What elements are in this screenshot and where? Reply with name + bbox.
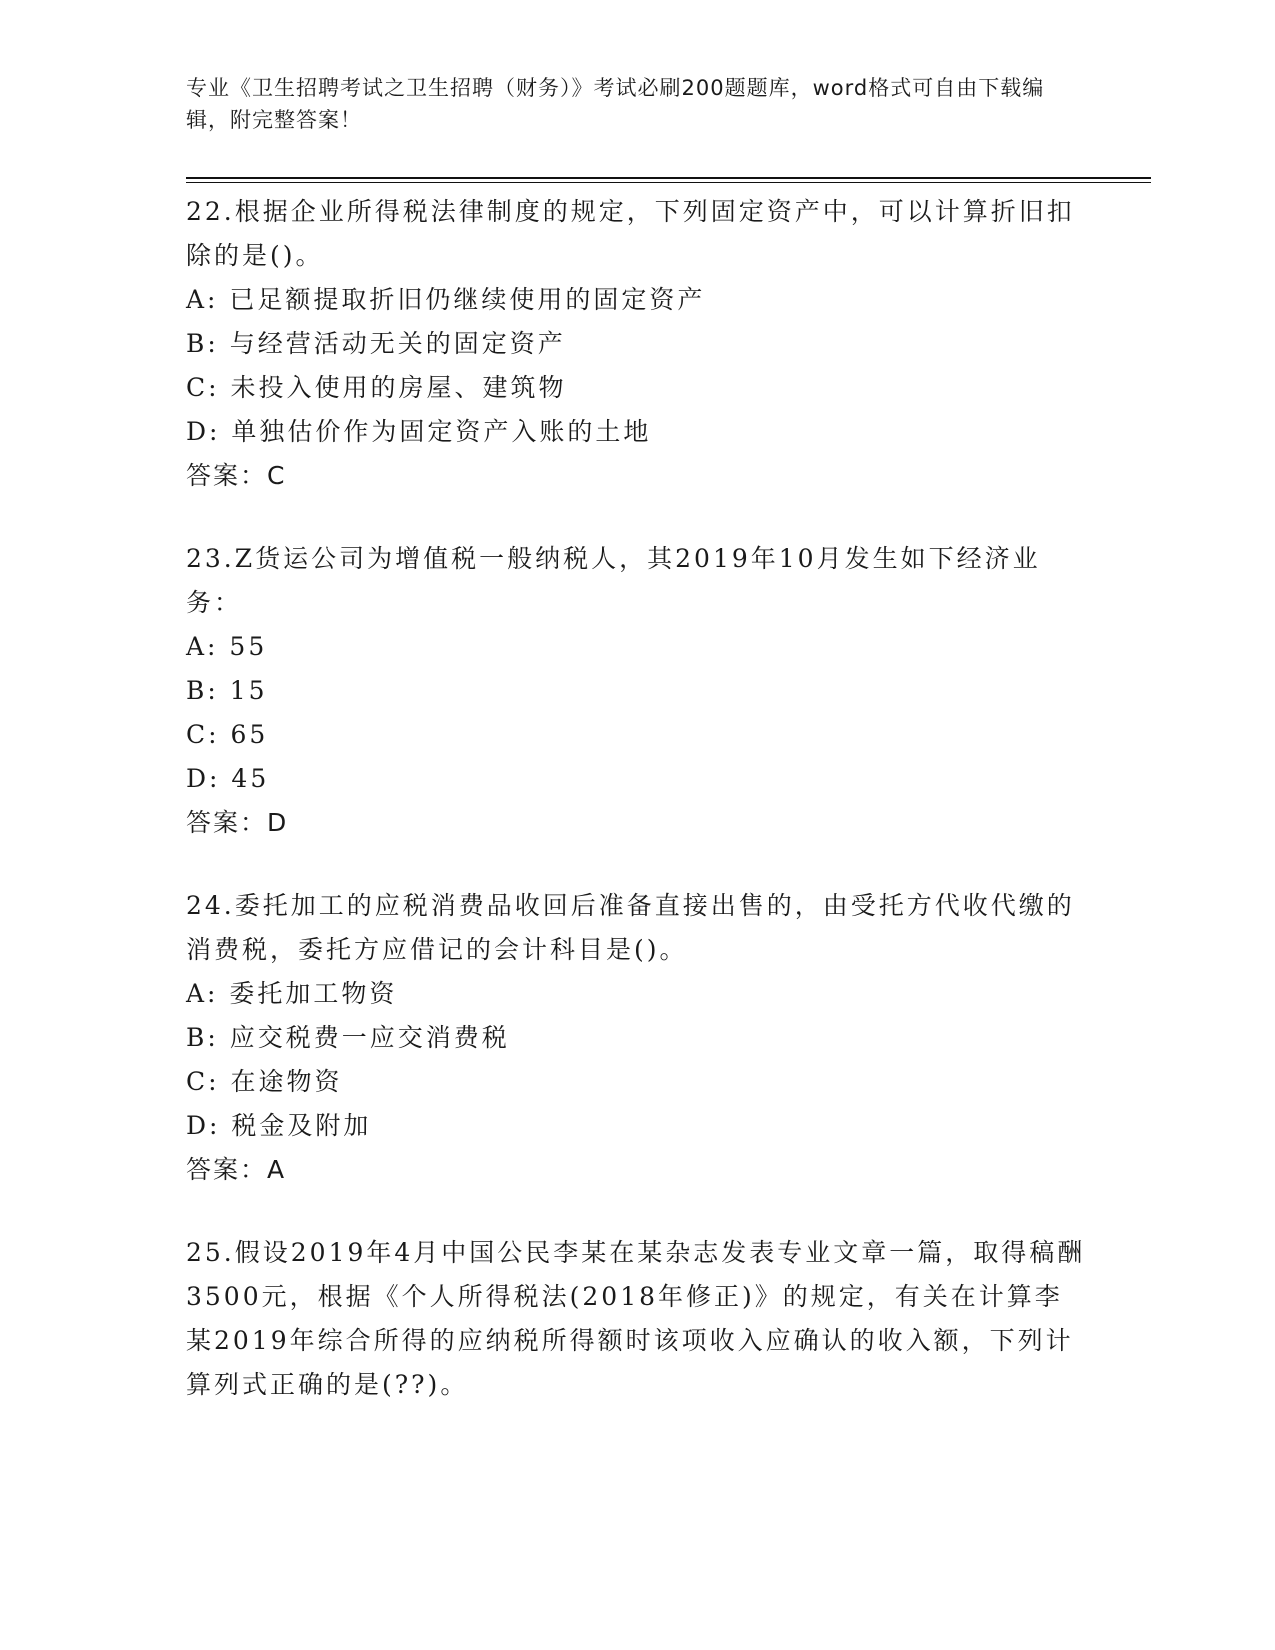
- question-stem: 24.委托加工的应税消费品收回后准备直接出售的，由受托方代收代缴的消费税，委托方应借记的会计科目是()。: [186, 891, 1075, 964]
- option-b: B: 15: [186, 676, 268, 705]
- option-d: D: 45: [186, 764, 270, 793]
- answer: 答案：D: [186, 808, 289, 837]
- document-header: 专业《卫生招聘考试之卫生招聘（财务）》考试必刷200题题库，word格式可自由下载编辑，附完整答案！: [186, 76, 1045, 132]
- option-d: D: 税金及附加: [186, 1111, 372, 1140]
- answer: 答案：A: [186, 1155, 287, 1184]
- option-a: A: 委托加工物资: [186, 979, 398, 1008]
- option-b: B: 与经营活动无关的固定资产: [186, 329, 566, 358]
- answer: 答案：C: [186, 461, 287, 490]
- question-list: [186, 190, 1086, 1446]
- option-c: C: 在途物资: [186, 1067, 343, 1096]
- question-stem: 22.根据企业所得税法律制度的规定，下列固定资产中，可以计算折旧扣除的是()。: [186, 197, 1075, 270]
- option-c: C: 未投入使用的房屋、建筑物: [186, 373, 567, 402]
- header-rule-thick: [186, 177, 1151, 179]
- question-22: [186, 190, 1086, 498]
- option-a: A: 55: [186, 632, 268, 661]
- question-24: [186, 884, 1086, 1192]
- option-b: B: 应交税费一应交消费税: [186, 1023, 510, 1052]
- question-stem: 23.Z货运公司为增值税一般纳税人，其2019年10月发生如下经济业务：: [186, 544, 1041, 617]
- question-25: [186, 1231, 1086, 1407]
- option-d: D: 单独估价作为固定资产入账的土地: [186, 417, 652, 446]
- option-a: A: 已足额提取折旧仍继续使用的固定资产: [186, 285, 706, 314]
- header-rule-thin: [186, 182, 1151, 183]
- question-23: [186, 537, 1086, 845]
- option-c: C: 65: [186, 720, 269, 749]
- question-stem: 25.假设2019年4月中国公民李某在某杂志发表专业文章一篇，取得稿酬3500元，根据《个人所得税法(2018年修正)》的规定，有关在计算李某2019年综合所得的应纳税所得额时该项收入应确认的收入额，下列计算列式正确的是(??)。: [186, 1238, 1086, 1399]
